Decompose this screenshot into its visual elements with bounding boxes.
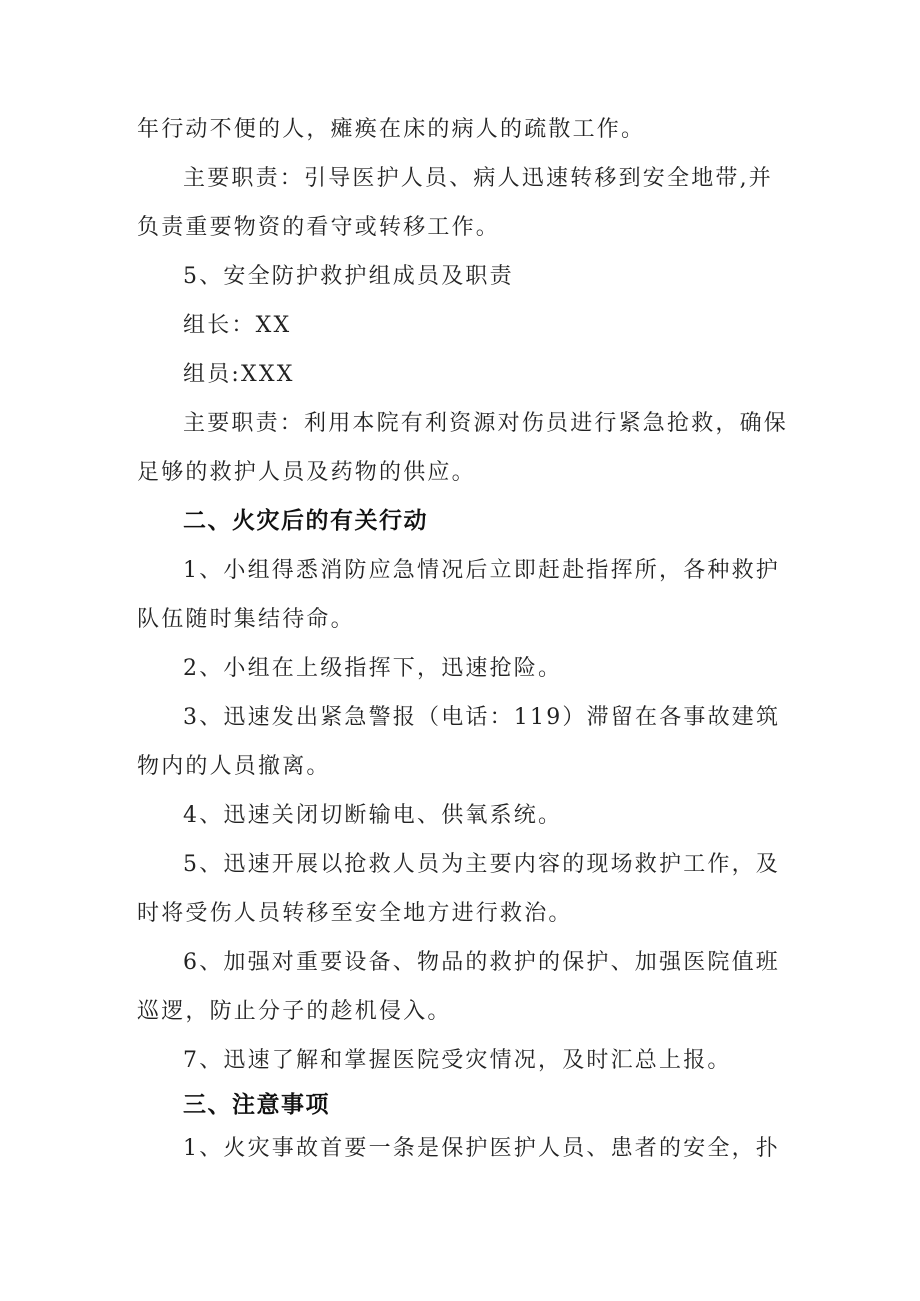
document-body [137, 105, 797, 1172]
paragraph: 5、安全防护救护组成员及职责 [183, 264, 514, 289]
paragraph: 主要职责：引导医护人员、病人迅速转移到安全地带,并负责重要物资的看守或转移工作。 [137, 166, 773, 240]
paragraph: 主要职责：利用本院有利资源对伤员进行紧急抢救，确保足够的救护人员及药物的供应。 [137, 411, 789, 485]
paragraph: 年行动不便的人，瘫痪在床的病人的疏散工作。 [137, 117, 646, 142]
paragraph: 4、迅速关闭切断输电、供氧系统。 [183, 803, 563, 828]
section-heading: 二、火灾后的有关行动 [183, 508, 428, 534]
paragraph: 7、迅速了解和掌握医院受灾情况，及时汇总上报。 [183, 1048, 732, 1073]
paragraph: 6、加强对重要设备、物品的救护的保护、加强医院值班巡逻，防止分子的趁机侵入。 [137, 950, 780, 1024]
paragraph: 5、迅速开展以抢救人员为主要内容的现场救护工作，及时将受伤人员转移至安全地方进行救治。 [137, 852, 780, 926]
paragraph: 组员:XXX [183, 362, 295, 387]
section-heading: 三、注意事项 [183, 1092, 330, 1118]
paragraph: 1、火灾事故首要一条是保护医护人员、患者的安全，扑 [183, 1136, 780, 1161]
paragraph: 2、小组在上级指挥下，迅速抢险。 [183, 656, 563, 681]
paragraph: 3、迅速发出紧急警报（电话：119）滞留在各事故建筑物内的人员撤离。 [137, 705, 781, 779]
paragraph: 1、小组得悉消防应急情况后立即赶赴指挥所，各种救护队伍随时集结待命。 [137, 558, 780, 632]
paragraph: 组长：XX [183, 313, 292, 338]
